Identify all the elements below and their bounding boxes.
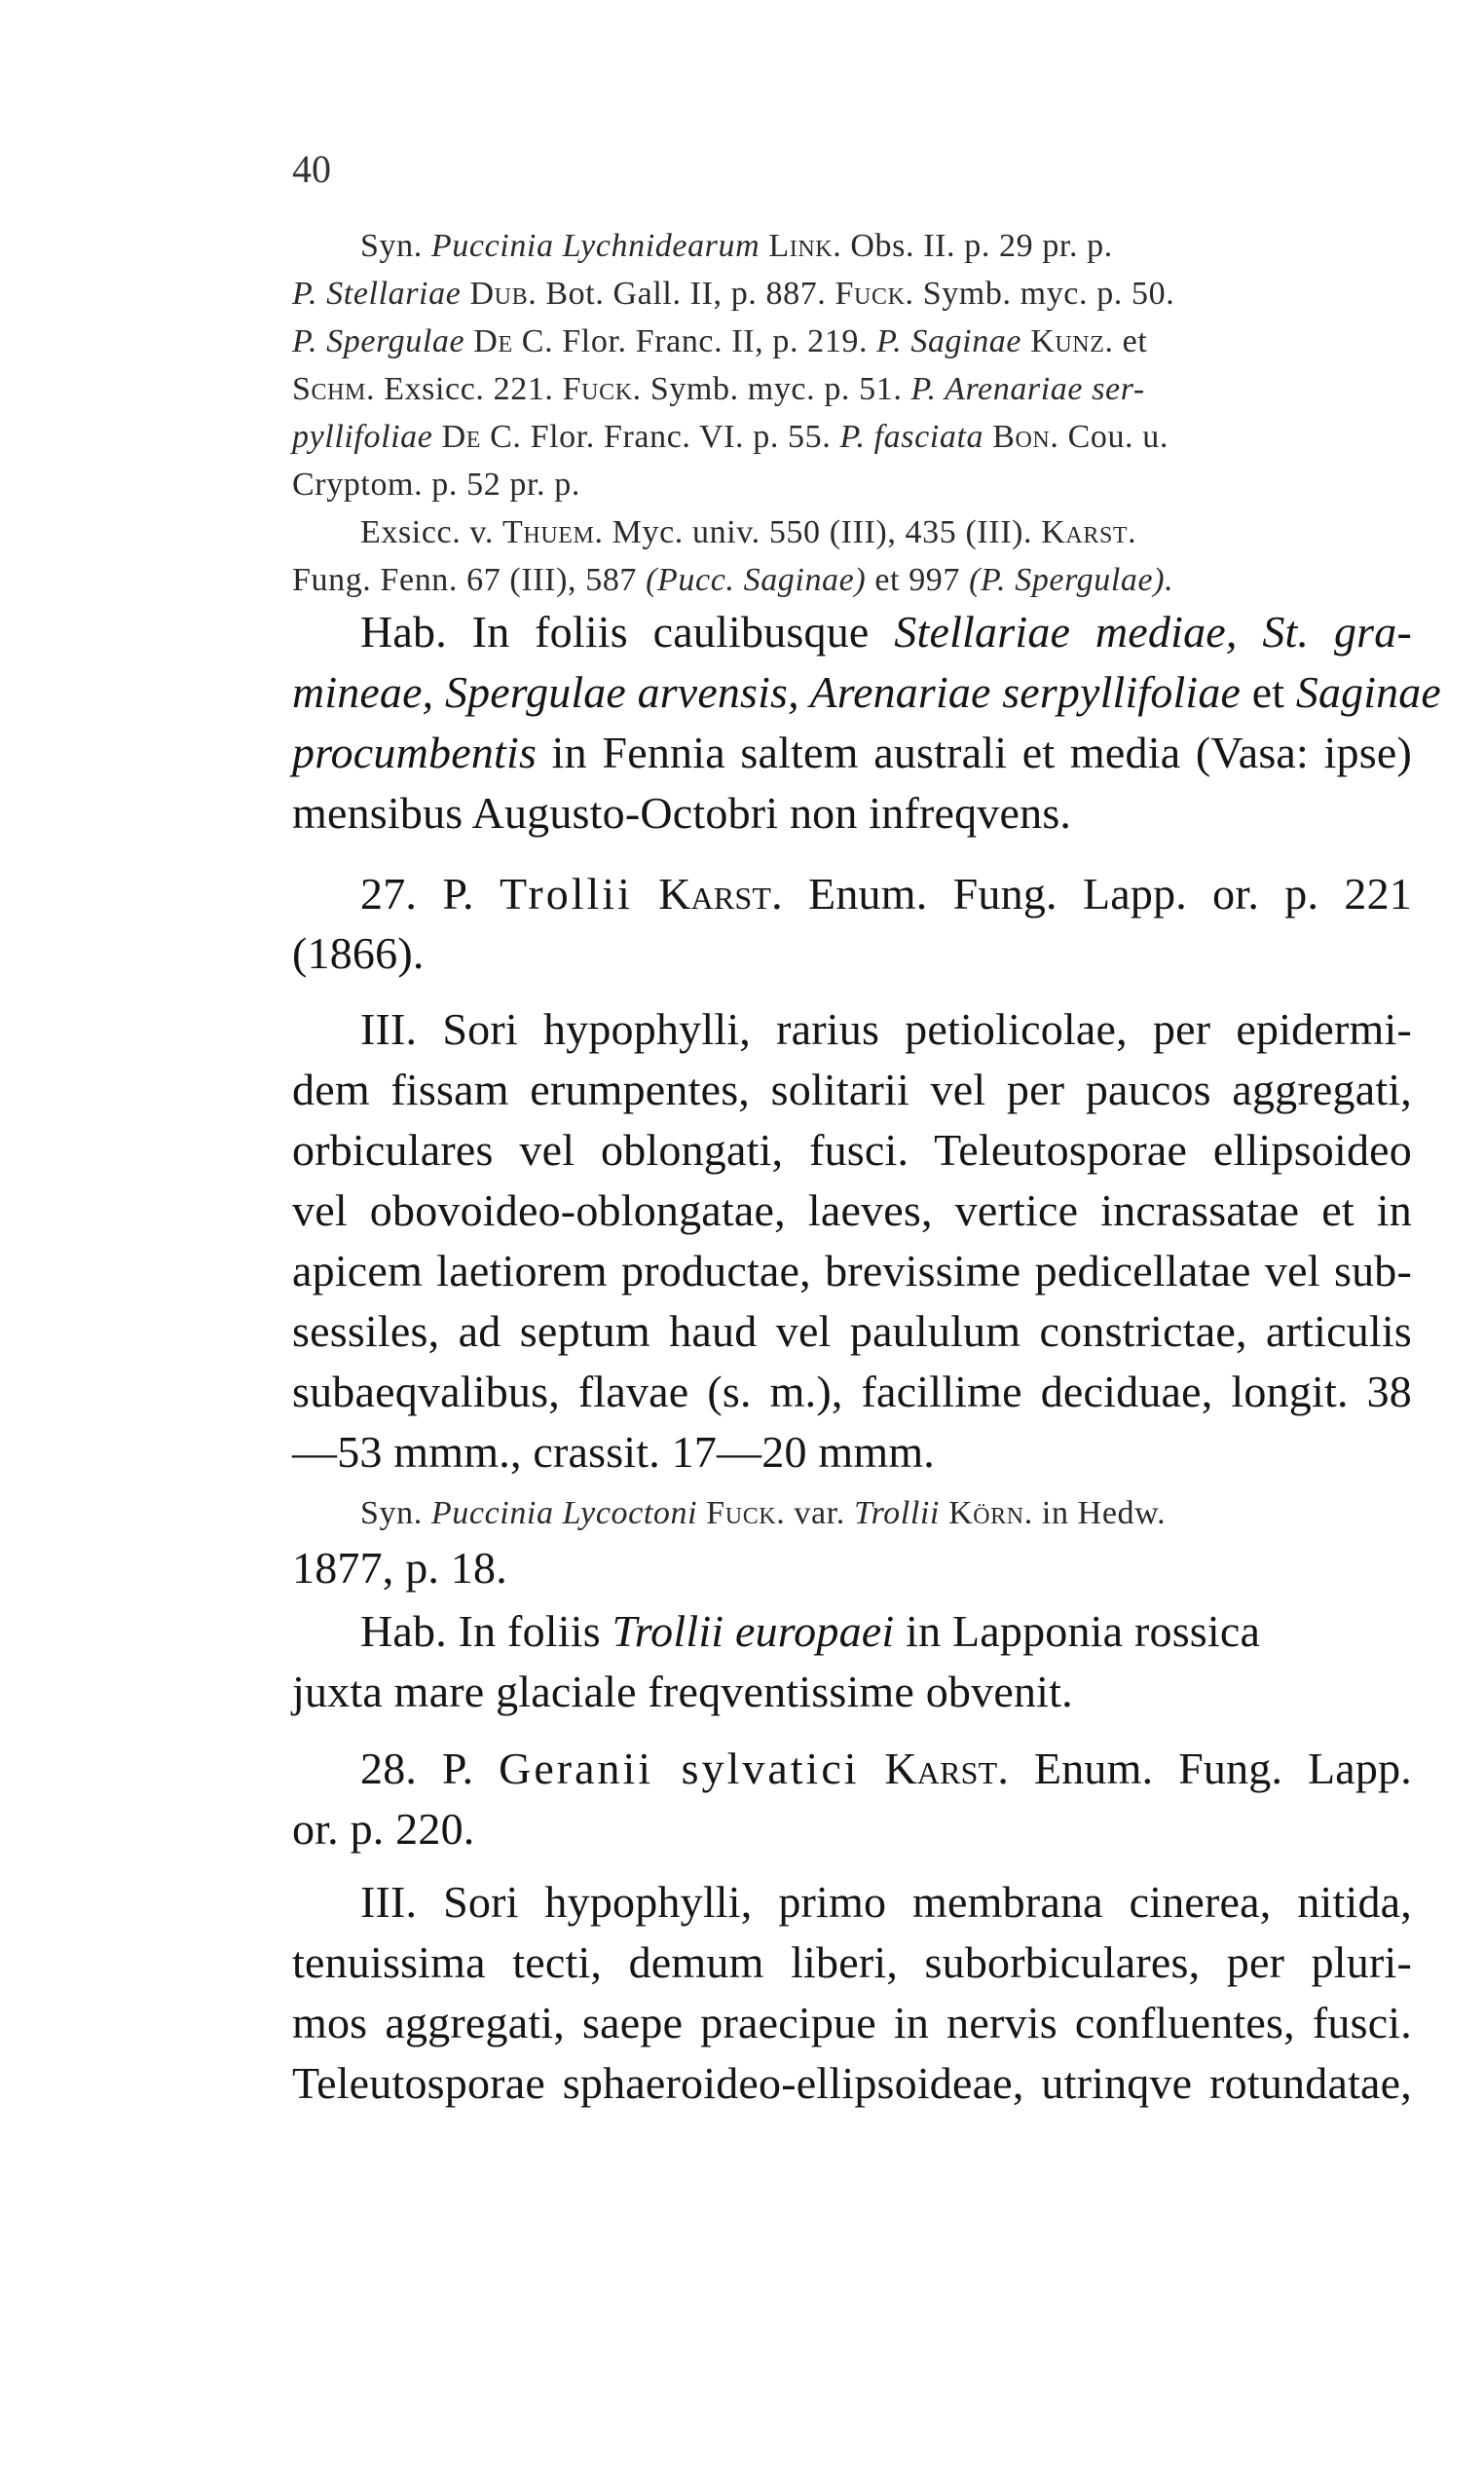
text-segment: Hab. In foliis: [360, 1606, 612, 1656]
text-line: [292, 1937, 1412, 1987]
text-segment: [983, 419, 992, 455]
text-line: [292, 469, 580, 502]
text-segment: . Myc. univ. 550 (III), 435 (III).: [594, 514, 1042, 550]
text-segment: [464, 323, 473, 359]
text-line: [292, 1427, 935, 1477]
text-line: [292, 1543, 507, 1593]
text-segment: De C: [441, 419, 513, 455]
text-line: [292, 1306, 1412, 1356]
text-segment: Fung. Fenn. 67 (III), 587: [292, 562, 647, 598]
text-segment: P. Saginae: [876, 323, 1022, 359]
text-segment: [432, 419, 441, 455]
text-line: [292, 278, 1174, 311]
text-segment: 27. P.: [360, 869, 500, 919]
text-segment: Cryptom. p. 52 pr. p.: [292, 467, 580, 503]
text-segment: in Lapponia rossica: [894, 1606, 1261, 1656]
text-line: [292, 373, 1145, 406]
text-segment: et: [1241, 667, 1296, 717]
text-segment: [1021, 323, 1030, 359]
text-segment: Bon: [992, 419, 1051, 455]
text-line: [292, 1185, 1412, 1235]
text-segment: . Enum. Fung. Lapp.: [997, 1744, 1413, 1793]
text-segment: apicem laetiorem productae, brevissime pedicellatae vel sub-: [292, 1246, 1412, 1295]
page-number: 40: [292, 147, 331, 191]
text-line: [292, 1804, 475, 1854]
text-segment: . in Hedw.: [1023, 1495, 1167, 1531]
text-segment: Karst: [884, 1744, 998, 1793]
text-line: [360, 869, 1413, 919]
text-segment: —53 mmm., crassit. 17—20 mmm.: [292, 1427, 935, 1477]
text-segment: . Bot. Gall. II, p. 887.: [528, 276, 835, 312]
text-segment: . Obs. II. p. 29 pr. p.: [833, 228, 1113, 264]
text-line: [360, 516, 1136, 549]
text-line: [360, 1497, 1166, 1530]
text-line: [292, 667, 1441, 717]
text-line: [292, 728, 1412, 777]
text-segment: P. Stellariae: [292, 276, 462, 312]
text-segment: subaeqvalibus, flavae (s. m.), facillime deciduae, longit. 38: [292, 1367, 1412, 1416]
text-segment: 28. P.: [360, 1744, 500, 1793]
text-segment: . Symb. myc. p. 50.: [905, 276, 1175, 312]
text-segment: Karst: [658, 869, 772, 919]
text-line: [292, 928, 425, 978]
text-segment: III. Sori hypophylli, primo membrana cinerea, nitida,: [360, 1877, 1412, 1927]
text-segment: Puccinia Lychnidearum: [430, 228, 761, 264]
text-line: [292, 1367, 1412, 1416]
text-segment: P. Spergulae: [292, 323, 465, 359]
text-segment: [697, 1495, 706, 1531]
text-segment: Dub: [469, 276, 529, 312]
text-segment: procumbentis: [292, 728, 538, 777]
text-segment: mineae, Spergulae arvensis, Arenariae serpyllifoliae: [292, 667, 1242, 717]
text-segment: . Enum. Fung. Lapp. or. p. 221: [771, 869, 1413, 919]
text-segment: [940, 1495, 948, 1531]
text-line: [292, 421, 1169, 454]
text-segment: Syn.: [360, 228, 431, 264]
text-segment: tenuissima tecti, demum liberi, suborbiculares, per pluri-: [292, 1937, 1412, 1987]
text-segment: Kunz: [1030, 323, 1105, 359]
text-segment: . Flor. Franc. II, p. 219.: [544, 323, 877, 359]
text-segment: P. Arenariae ser-: [910, 371, 1145, 407]
text-line: [360, 230, 1113, 263]
text-segment: orbiculares vel oblongati, fusci. Teleutosporae ellipsoideo: [292, 1125, 1412, 1175]
text-segment: Trollii: [499, 869, 633, 919]
text-segment: sessiles, ad septum haud vel paululum constrictae, articulis: [292, 1306, 1412, 1356]
text-segment: (1866).: [292, 928, 425, 978]
text-segment: in Fennia saltem australi et media (Vasa: ipse): [537, 728, 1412, 777]
text-segment: Trollii europaei: [612, 1606, 895, 1656]
text-segment: Fuck: [835, 276, 906, 312]
text-line: [292, 788, 1072, 838]
text-segment: [860, 1744, 885, 1793]
text-segment: Thuem: [502, 514, 595, 550]
text-segment: Geranii sylvatici: [499, 1744, 860, 1793]
text-segment: Karst: [1041, 514, 1129, 550]
text-segment: et 997: [866, 562, 970, 598]
text-segment: [760, 228, 768, 264]
text-segment: Link: [768, 228, 834, 264]
text-line: [292, 1065, 1412, 1114]
text-segment: Teleutosporae sphaeroideo-ellipsoideae, utrinqve rotundatae,: [292, 2058, 1412, 2108]
text-segment: Fuck: [706, 1495, 777, 1531]
text-segment: vel obovoideo-oblongatae, laeves, vertice incrassatae et in: [292, 1185, 1412, 1235]
text-line: [360, 1606, 1261, 1656]
text-segment: (P. Spergulae).: [969, 562, 1174, 598]
text-segment: 1877, p. 18.: [292, 1543, 507, 1593]
text-segment: . Flor. Franc. VI. p. 55.: [512, 419, 840, 455]
text-segment: .: [1128, 514, 1137, 550]
text-line: [360, 1877, 1412, 1927]
text-segment: (Pucc. Saginae): [646, 562, 867, 598]
text-segment: Hab. In foliis caulibusque: [360, 607, 895, 657]
text-segment: . et: [1104, 323, 1148, 359]
text-segment: . Cou. u.: [1050, 419, 1169, 455]
text-segment: mensibus Augusto-Octobri non infreqvens.: [292, 788, 1072, 838]
text-line: [292, 2058, 1412, 2108]
text-line: [292, 1998, 1412, 2047]
text-line: [360, 1746, 1412, 1791]
text-segment: Exsicc. v.: [360, 514, 503, 550]
text-segment: Trollii: [853, 1495, 940, 1531]
text-line: [292, 1667, 1073, 1716]
text-segment: pyllifoliae: [292, 419, 433, 455]
text-line: [292, 1246, 1412, 1295]
text-line: [292, 1125, 1412, 1175]
text-segment: III. Sori hypophylli, rarius petiolicolae, per epidermi-: [360, 1004, 1412, 1054]
text-segment: De C: [473, 323, 545, 359]
text-segment: . Exsicc. 221.: [366, 371, 563, 407]
text-segment: dem fissam erumpentes, solitarii vel per paucos aggregati,: [292, 1065, 1412, 1114]
text-segment: Syn.: [360, 1495, 431, 1531]
text-segment: Stellariae mediae, St. gra-: [894, 607, 1412, 657]
text-line: [360, 1004, 1412, 1054]
text-line: [292, 325, 1147, 358]
text-segment: P. fasciata: [839, 419, 984, 455]
text-segment: juxta mare glaciale freqventissime obvenit.: [292, 1667, 1073, 1716]
text-segment: . var.: [776, 1495, 854, 1531]
text-segment: Schm: [292, 371, 366, 407]
text-segment: Puccinia Lycoctoni: [430, 1495, 698, 1531]
text-segment: . Symb. myc. p. 51.: [632, 371, 911, 407]
text-segment: Saginae: [1295, 667, 1441, 717]
text-segment: Fuck: [562, 371, 633, 407]
text-line: [360, 607, 1412, 657]
text-segment: Körn: [948, 1495, 1024, 1531]
text-segment: [461, 276, 469, 312]
text-segment: [633, 869, 658, 919]
text-segment: or. p. 220.: [292, 1804, 475, 1854]
text-segment: mos aggregati, saepe praecipue in nervis confluentes, fusci.: [292, 1998, 1412, 2047]
text-line: [292, 564, 1173, 597]
